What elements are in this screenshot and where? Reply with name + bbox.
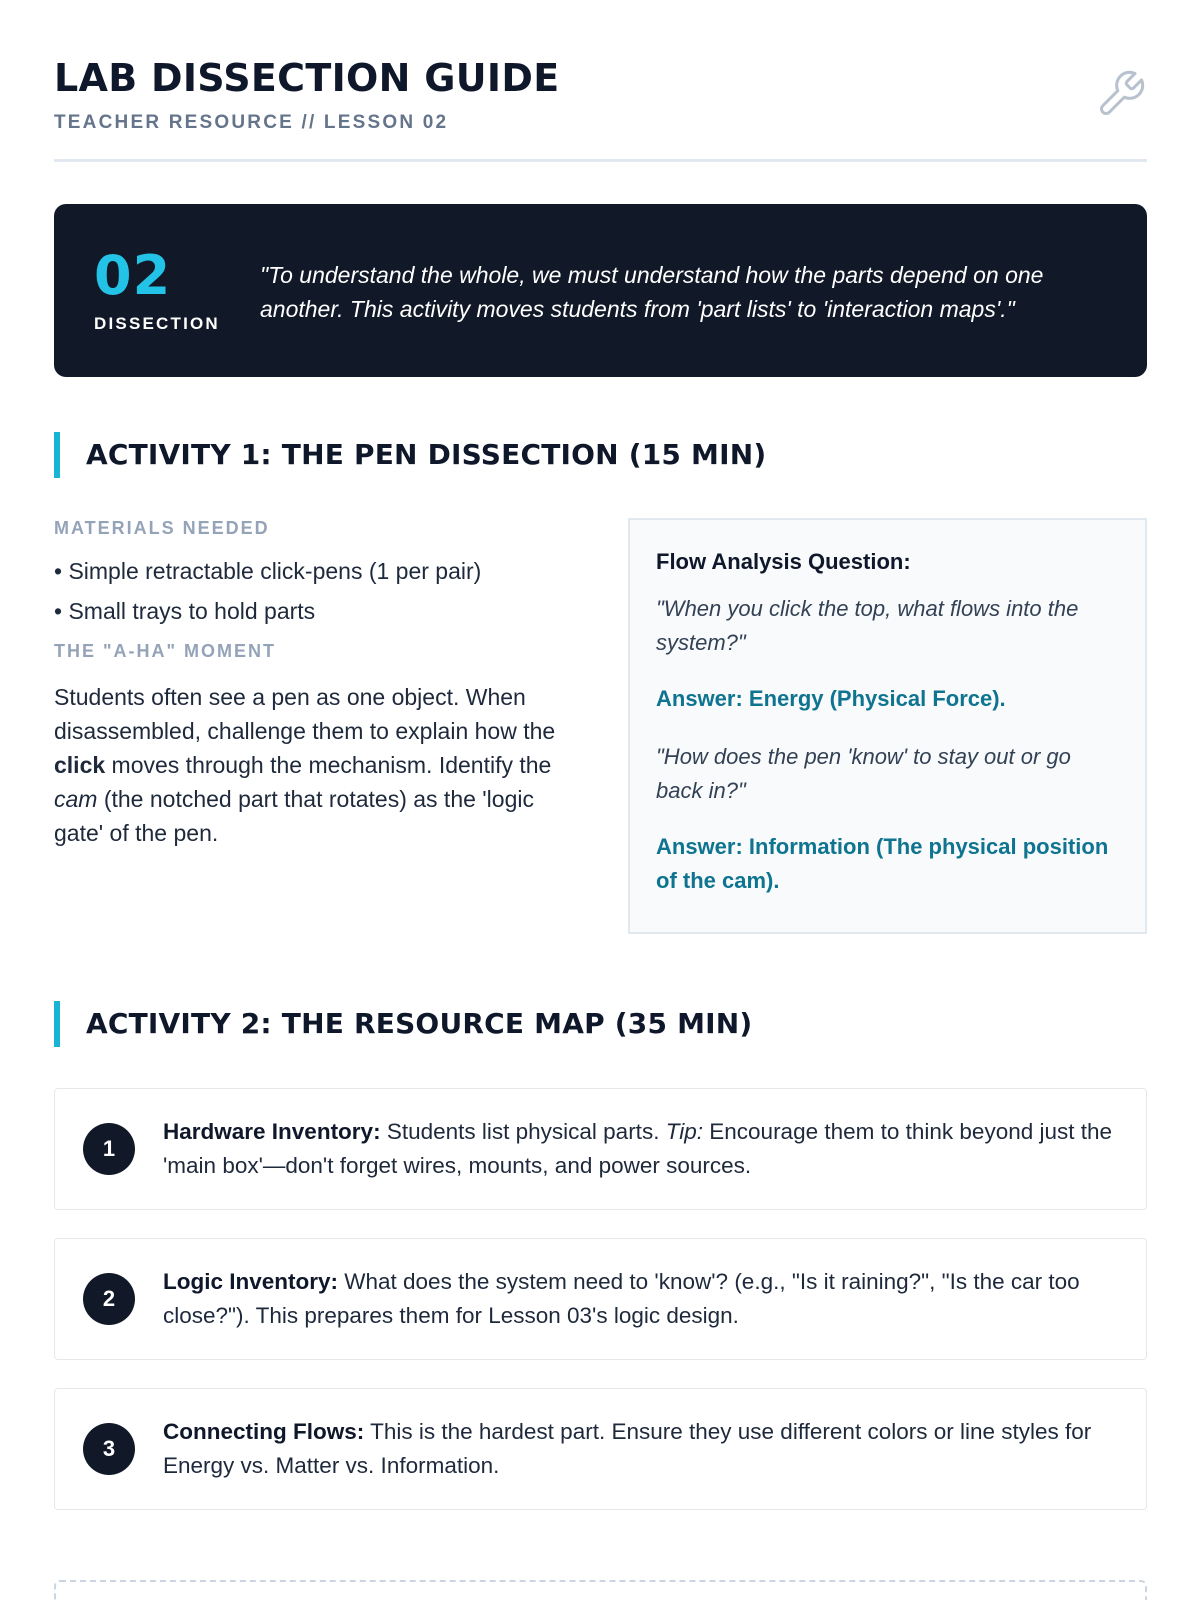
lesson-quote: "To understand the whole, we must understand how the parts depend on one another. This activity moves students from 'part lists' to 'interaction maps'." (260, 262, 1044, 322)
aha-text-part: (the notched part that rotates) as the 'logic gate' of the pen. (54, 786, 534, 846)
step-title: Hardware Inventory: (163, 1119, 381, 1144)
step-number-badge: 1 (83, 1123, 135, 1175)
page-subtitle: TEACHER RESOURCE // LESSON 02 (54, 112, 449, 133)
list-item: • Simple retractable click-pens (1 per pair) (54, 558, 482, 584)
step-card (54, 1388, 1147, 1510)
page-title: LAB DISSECTION GUIDE (54, 56, 560, 100)
aha-text-italic: cam (54, 786, 98, 812)
step-title: Connecting Flows: (163, 1419, 365, 1444)
aha-label: THE "A-HA" MOMENT (54, 641, 277, 661)
step-body: What does the system need to 'know'? (e.g., "Is it raining?", "Is the car too close?"). This prepares them for Lesson 03's logic design. (163, 1269, 1080, 1328)
step-text (163, 1415, 1123, 1483)
step-number-badge: 3 (83, 1423, 135, 1475)
tip-label: Tip: (665, 1119, 704, 1144)
step-card (54, 1088, 1147, 1210)
activity-1-details (54, 518, 574, 850)
flow-answer-2: Answer: Information (The physical position of the cam). (656, 834, 1109, 893)
wrench-icon (1095, 68, 1147, 120)
step-title: Logic Inventory: (163, 1269, 339, 1294)
activity-2-heading (54, 1001, 752, 1047)
flow-answer-1: Answer: Energy (Physical Force). (656, 686, 1006, 711)
list-item: • Small trays to hold parts (54, 598, 316, 624)
step-body: This is the hardest part. Ensure they use different colors or line styles for Energy vs. Matter vs. Information. (163, 1419, 1092, 1478)
materials-list (54, 551, 574, 631)
activity-1-heading-text: ACTIVITY 1: THE PEN DISSECTION (15 MIN) (86, 438, 767, 471)
flow-question-2: "How does the pen 'know' to stay out or go back in?" (656, 744, 1071, 803)
step-text (163, 1265, 1123, 1333)
aha-text-bold: click (54, 752, 106, 778)
lesson-number: 02 (94, 244, 172, 307)
aha-text-part: Students often see a pen as one object. When disassembled, challenge them to explain how the (54, 684, 556, 744)
activity-2-heading-text: ACTIVITY 2: THE RESOURCE MAP (35 MIN) (86, 1007, 753, 1040)
flow-analysis-box (628, 518, 1147, 934)
flow-question-1: "When you click the top, what flows into the system?" (656, 596, 1079, 655)
step-text (163, 1115, 1123, 1183)
page-header (54, 56, 1147, 162)
materials-label: MATERIALS NEEDED (54, 518, 270, 538)
step-body: Encourage them to think beyond just the 'main box'—don't forget wires, mounts, and power sources. (163, 1119, 1113, 1178)
lesson-banner (54, 204, 1147, 377)
flow-title: Flow Analysis Question: (656, 549, 911, 574)
lesson-label: DISSECTION (94, 314, 220, 333)
step-number-badge: 2 (83, 1273, 135, 1325)
notes-box (54, 1580, 1147, 1600)
activity-1-heading (54, 432, 766, 478)
aha-text (54, 680, 574, 850)
aha-text-part: moves through the mechanism. Identify the (105, 752, 552, 778)
step-card (54, 1238, 1147, 1360)
step-body: Students list physical parts. (380, 1119, 666, 1144)
